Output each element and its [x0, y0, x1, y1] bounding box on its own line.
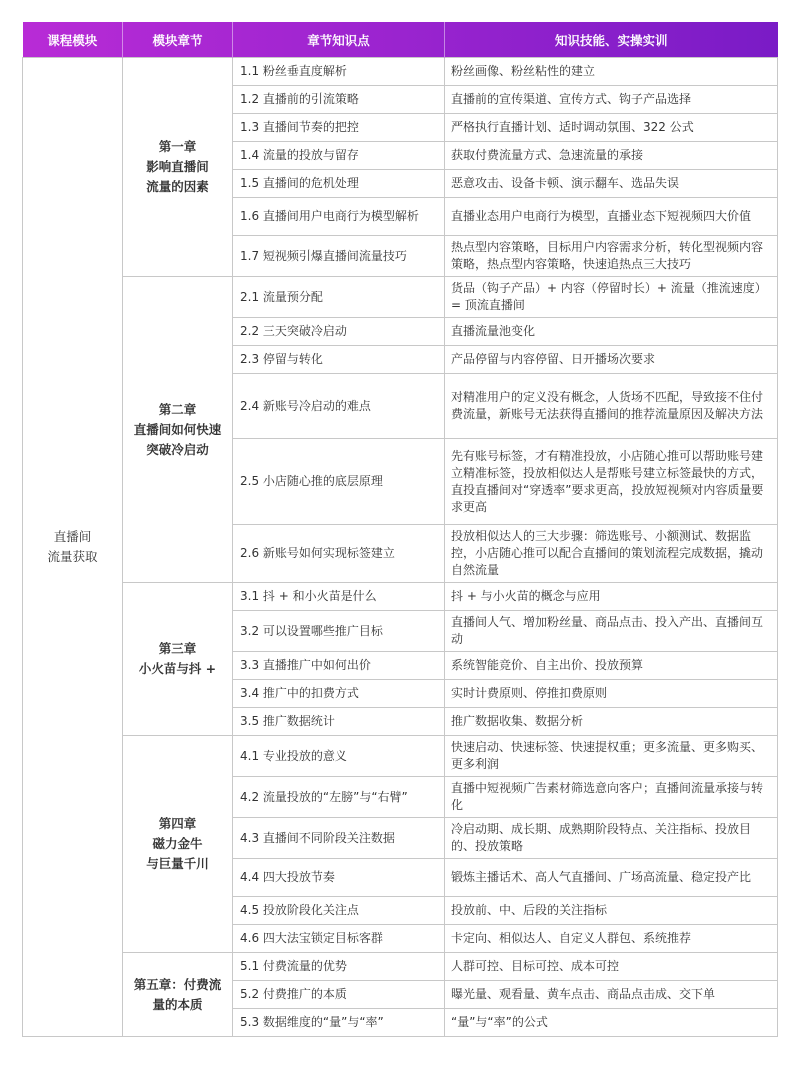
skill-practice-cell: 实时计费原则、停推扣费原则	[445, 680, 778, 708]
knowledge-point-cell: 1.6 直播间用户电商行为模型解析	[233, 198, 445, 236]
knowledge-point-cell: 3.2 可以设置哪些推广目标	[233, 611, 445, 652]
knowledge-point-cell: 4.4 四大投放节奏	[233, 859, 445, 897]
chapter-cell	[123, 953, 233, 1037]
chapter-label: 第二章 直播间如何快速 突破冷启动	[133, 401, 222, 457]
skill-practice-cell: 锻炼主播话术、高人气直播间、广场高流量、稳定投产比	[445, 859, 778, 897]
knowledge-point-cell: 4.3 直播间不同阶段关注数据	[233, 818, 445, 859]
header-skills-practice: 知识技能、实操实训	[554, 32, 668, 48]
skill-practice-cell: 曝光量、观看量、黄车点击、商品点击成、交下单	[445, 981, 778, 1009]
header-module-chapter: 模块章节	[123, 22, 233, 58]
knowledge-point-cell: 5.3 数据维度的“量”与“率”	[233, 1009, 445, 1037]
chapter-label: 第三章 小火苗与抖 +	[138, 641, 217, 676]
table-row	[23, 736, 778, 777]
table-body	[23, 58, 778, 1037]
skill-practice-cell: 投放相似达人的三大步骤：筛选账号、小额测试、数据监控，小店随心推可以配合直播间的策划流程完成数据，撬动自然流量	[445, 525, 778, 583]
knowledge-point-cell: 3.5 推广数据统计	[233, 708, 445, 736]
knowledge-point-cell: 1.7 短视频引爆直播间流量技巧	[233, 236, 445, 277]
knowledge-point-cell: 1.2 直播前的引流策略	[233, 86, 445, 114]
knowledge-point-cell: 2.4 新账号冷启动的难点	[233, 374, 445, 439]
chapter-cell	[123, 277, 233, 583]
knowledge-point-cell: 3.4 推广中的扣费方式	[233, 680, 445, 708]
skill-practice-cell: 恶意攻击、设备卡顿、演示翻车、选品失误	[445, 170, 778, 198]
knowledge-point-cell: 2.6 新账号如何实现标签建立	[233, 525, 445, 583]
skill-practice-cell: 卡定向、相似达人、自定义人群包、系统推荐	[445, 925, 778, 953]
skill-practice-cell: 快速启动、快速标签、快速提权重；更多流量、更多购买、更多利润	[445, 736, 778, 777]
skill-practice-cell: 系统智能竞价、自主出价、投放预算	[445, 652, 778, 680]
skill-practice-cell: 直播业态用户电商行为模型，直播业态下短视频四大价值	[445, 198, 778, 236]
skill-practice-cell: 货品（钩子产品）+ 内容（停留时长）+ 流量（推流速度） = 顶流直播间	[445, 277, 778, 318]
chapter-label: 第五章：付费流 量的本质	[133, 976, 222, 1012]
knowledge-point-cell: 2.3 停留与转化	[233, 346, 445, 374]
skill-practice-cell: 直播前的宣传渠道、宣传方式、钩子产品选择	[445, 86, 778, 114]
knowledge-point-cell: 3.1 抖 + 和小火苗是什么	[233, 583, 445, 611]
course-module-label: 直播间 流量获取	[47, 529, 98, 564]
skill-practice-cell: 直播中短视频广告素材筛选意向客户；直播间流量承接与转化	[445, 777, 778, 818]
header-course-module: 课程模块	[23, 22, 123, 58]
knowledge-point-cell: 1.5 直播间的危机处理	[233, 170, 445, 198]
knowledge-point-cell: 2.1 流量预分配	[233, 277, 445, 318]
knowledge-point-cell: 2.2 三天突破冷启动	[233, 318, 445, 346]
header-knowledge-point: 章节知识点	[233, 22, 445, 58]
knowledge-point-cell: 4.6 四大法宝锁定目标客群	[233, 925, 445, 953]
skill-practice-cell: 抖 + 与小火苗的概念与应用	[445, 583, 778, 611]
table-row	[23, 583, 778, 611]
skill-practice-cell: 冷启动期、成长期、成熟期阶段特点、关注指标、投放目的、投放策略	[445, 818, 778, 859]
curriculum-table	[22, 22, 778, 1037]
skill-practice-cell: 对精准用户的定义没有概念，人货场不匹配，导致接不住付费流量，新账号无法获得直播间的推荐流量原因及解决方法	[445, 374, 778, 439]
knowledge-point-cell: 4.1 专业投放的意义	[233, 736, 445, 777]
table-row	[23, 58, 778, 86]
knowledge-point-cell: 5.2 付费推广的本质	[233, 981, 445, 1009]
knowledge-point-cell: 4.5 投放阶段化关注点	[233, 897, 445, 925]
skill-practice-cell: 人群可控、目标可控、成本可控	[445, 953, 778, 981]
knowledge-point-cell: 3.3 直播推广中如何出价	[233, 652, 445, 680]
chapter-cell	[123, 58, 233, 277]
chapter-label: 第一章 影响直播间 流量的因素	[146, 139, 209, 194]
skill-practice-cell: 投放前、中、后段的关注指标	[445, 897, 778, 925]
knowledge-point-cell: 5.1 付费流量的优势	[233, 953, 445, 981]
skill-practice-cell: 粉丝画像、粉丝粘性的建立	[445, 58, 778, 86]
skill-practice-cell: 直播间人气、增加粉丝量、商品点击、投入产出、直播间互动	[445, 611, 778, 652]
chapter-cell	[123, 583, 233, 736]
course-module-cell	[23, 58, 123, 1037]
table-row	[23, 277, 778, 318]
skill-practice-cell: 推广数据收集、数据分析	[445, 708, 778, 736]
knowledge-point-cell: 1.4 流量的投放与留存	[233, 142, 445, 170]
chapter-cell	[123, 736, 233, 953]
skill-practice-cell: 直播流量池变化	[445, 318, 778, 346]
skill-practice-cell: 热点型内容策略，目标用户内容需求分析，转化型视频内容策略，热点型内容策略，快速追热点三大技巧	[445, 236, 778, 277]
knowledge-point-cell: 1.1 粉丝垂直度解析	[233, 58, 445, 86]
knowledge-point-cell: 2.5 小店随心推的底层原理	[233, 439, 445, 525]
knowledge-point-cell: 4.2 流量投放的“左膀”与“右臂”	[233, 777, 445, 818]
skill-practice-cell: 产品停留与内容停留、日开播场次要求	[445, 346, 778, 374]
skill-practice-cell: “量”与“率”的公式	[445, 1009, 778, 1037]
skill-practice-cell: 严格执行直播计划、适时调动氛围、322 公式	[445, 114, 778, 142]
skill-practice-cell: 获取付费流量方式、急速流量的承接	[445, 142, 778, 170]
header-row	[23, 22, 778, 58]
chapter-label: 第四章 磁力金牛 与巨量千川	[146, 816, 209, 871]
knowledge-point-cell: 1.3 直播间节奏的把控	[233, 114, 445, 142]
skill-practice-cell: 先有账号标签，才有精准投放，小店随心推可以帮助账号建立精准标签，投放相似达人是帮账号建立标签最快的方式，直投直播间对“穿透率”要求更高，投放短视频对内容质量要求更高	[445, 439, 778, 525]
table-row	[23, 953, 778, 981]
